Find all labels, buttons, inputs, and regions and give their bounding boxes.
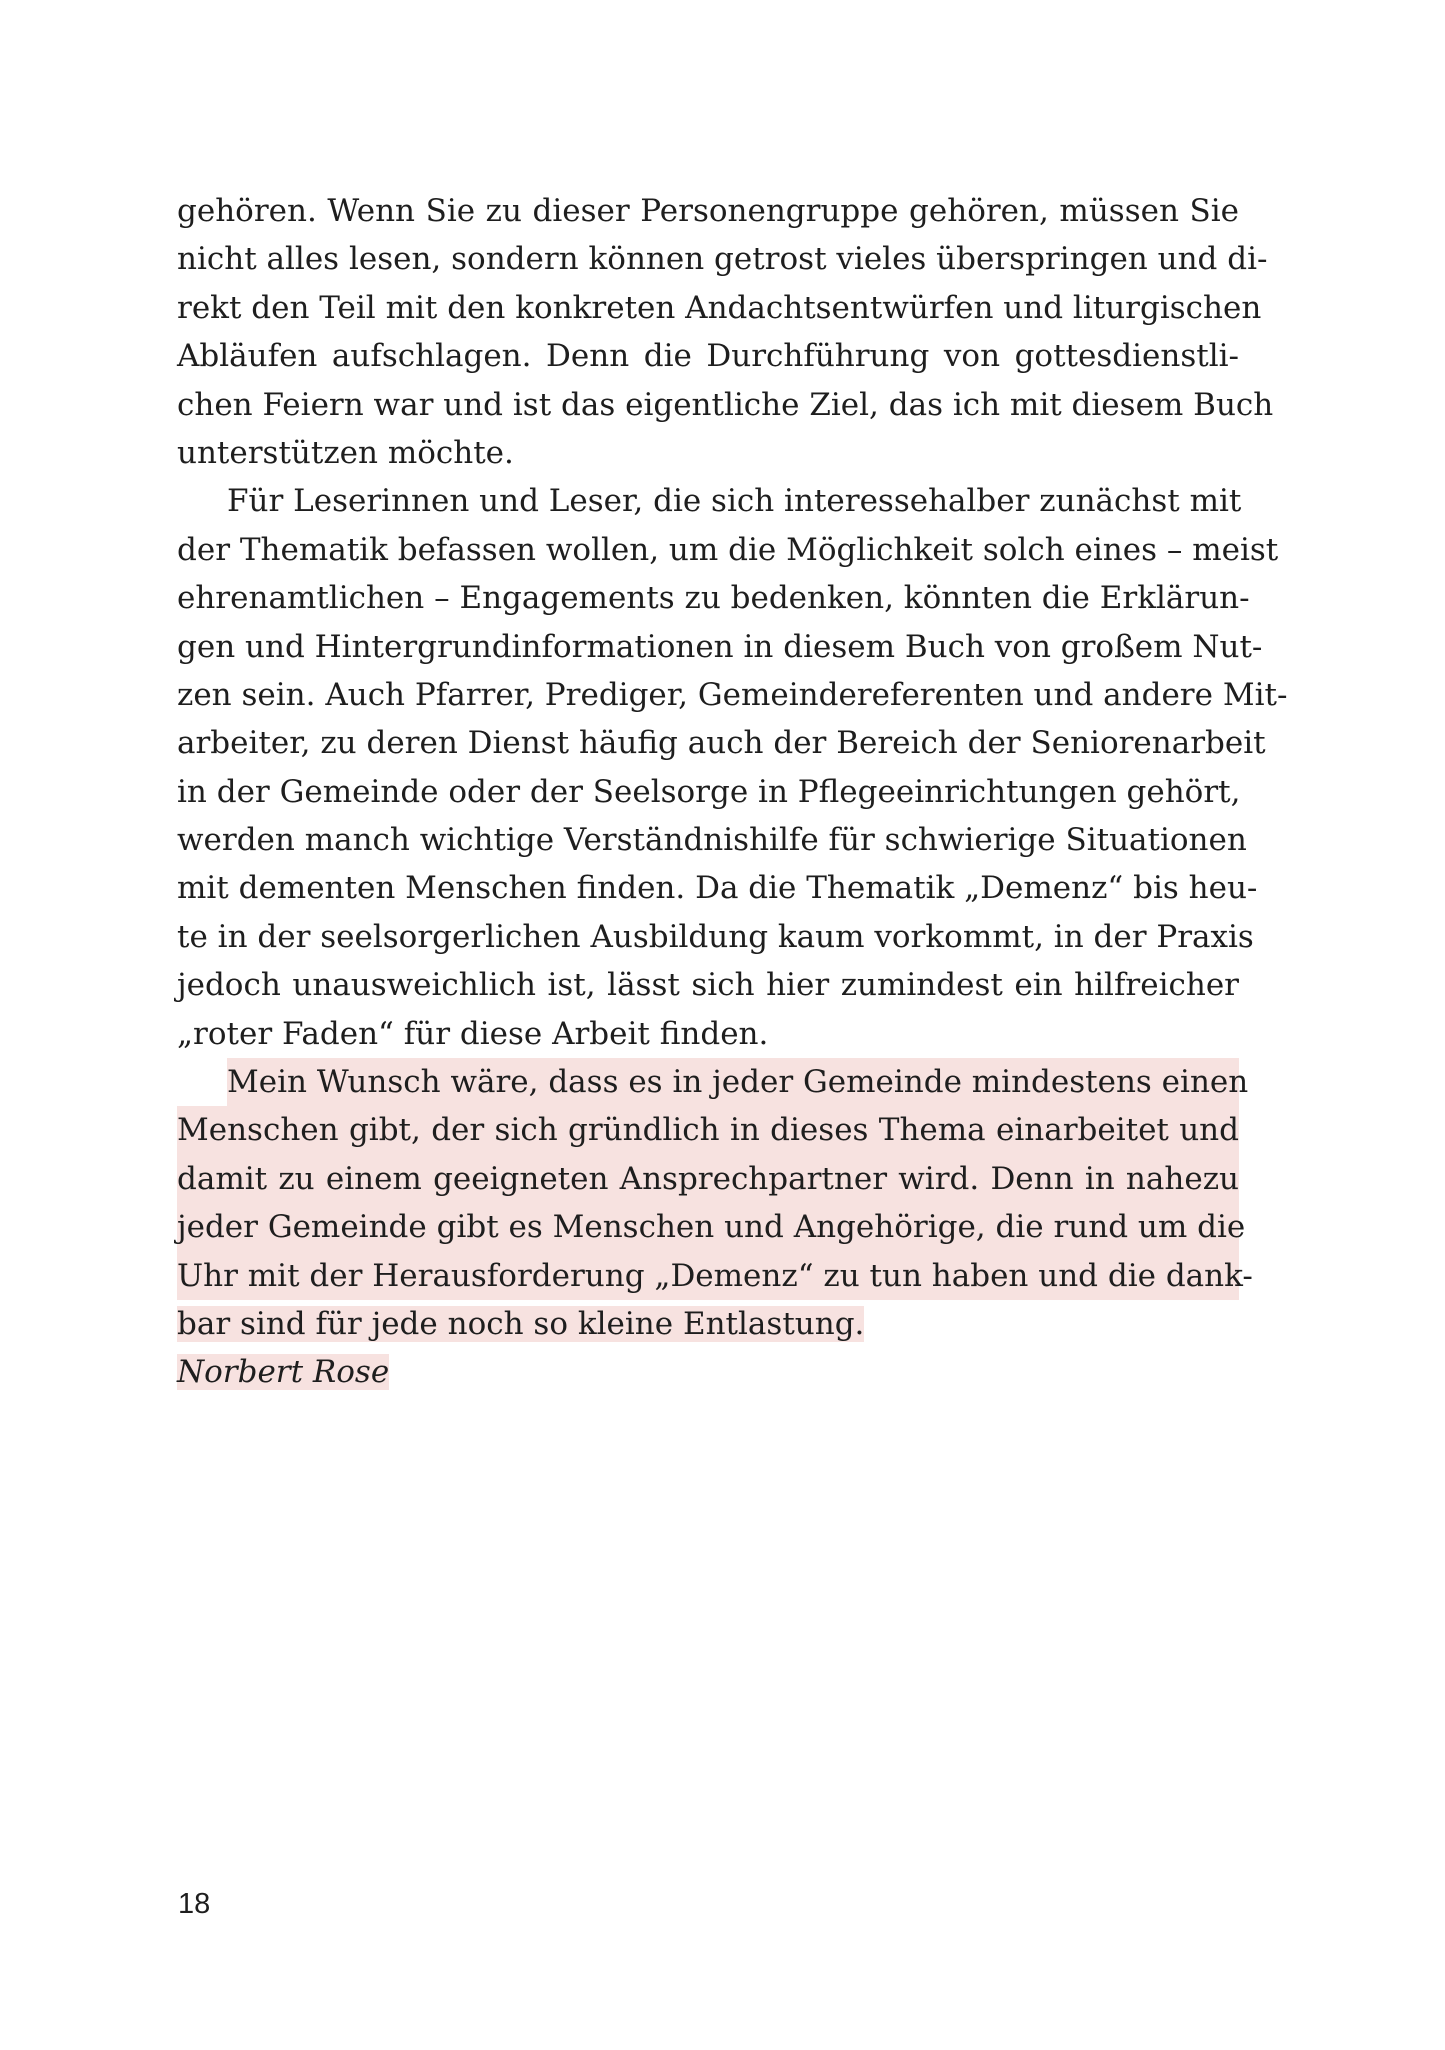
text-line: jedoch unausweichlich ist, lässt sich hier zumindest ein hilfreicher (177, 967, 1239, 1004)
text-line: chen Feiern war und ist das eigentliche Ziel, das ich mit diesem Buch (177, 386, 1274, 423)
highlight-mark: bar sind für jede noch so kleine Entlastung. (177, 1305, 865, 1342)
text-line: arbeiter, zu deren Dienst häufig auch der Bereich der Seniorenarbeit (177, 725, 1266, 762)
text-line: „roter Faden“ für diese Arbeit finden. (177, 1015, 769, 1052)
text-line: nicht alles lesen, sondern können getrost vieles überspringen und di- (177, 241, 1268, 278)
text-line: Abläufen aufschlagen. Denn die Durchführung von gottesdienstli- (177, 338, 1239, 375)
text-line: mit dementen Menschen finden. Da die Thematik „Demenz“ bis heu- (177, 870, 1258, 907)
text-line: in der Gemeinde oder der Seelsorge in Pflegeeinrichtungen gehört, (177, 773, 1241, 810)
highlighted-line: Menschen gibt, der sich gründlich in dieses Thema einarbeitet und (177, 1106, 1239, 1154)
highlighted-line: damit zu einem geeigneten Ansprechpartner wird. Denn in nahezu (177, 1155, 1239, 1203)
body-text (177, 187, 1288, 1397)
paragraph-3-highlighted (177, 1058, 1253, 1348)
text-line: zen sein. Auch Pfarrer, Prediger, Gemeindereferenten und andere Mit- (177, 676, 1288, 713)
paragraph-1 (177, 187, 1274, 477)
highlighted-line (177, 1300, 1239, 1348)
highlighted-line: jeder Gemeinde gibt es Menschen und Angehörige, die rund um die (177, 1203, 1239, 1251)
text-line: der Thematik befassen wollen, um die Möglichkeit solch eines – meist (177, 531, 1279, 568)
text-line: unterstützen möchte. (177, 434, 514, 471)
page-number: 18 (178, 1888, 211, 1920)
highlight-mark: Mein Wunsch wäre, dass es in jeder Gemeinde mindestens einen (227, 1058, 1239, 1106)
text-line: rekt den Teil mit den konkreten Andachtsentwürfen und liturgischen (177, 289, 1262, 326)
highlighted-line: Uhr mit der Herausforderung „Demenz“ zu tun haben und die dank- (177, 1252, 1239, 1300)
highlighted-line (177, 1058, 1249, 1106)
text-line: Für Leserinnen und Leser, die sich interessehalber zunächst mit (227, 483, 1242, 520)
text-line: gen und Hintergrundinformationen in diesem Buch von großem Nut- (177, 628, 1263, 665)
text-line: werden manch wichtige Verständnishilfe für schwierige Situationen (177, 822, 1247, 859)
text-line: te in der seelsorgerlichen Ausbildung kaum vorkommt, in der Praxis (177, 918, 1254, 955)
highlight-mark: Norbert Rose (177, 1354, 390, 1391)
paragraph-2 (177, 477, 1288, 1058)
text-line: ehrenamtlichen – Engagements zu bedenken, könnten die Erklärun- (177, 580, 1250, 617)
author-signature (177, 1348, 1239, 1396)
text-line: gehören. Wenn Sie zu dieser Personengruppe gehören, müssen Sie (177, 193, 1239, 229)
